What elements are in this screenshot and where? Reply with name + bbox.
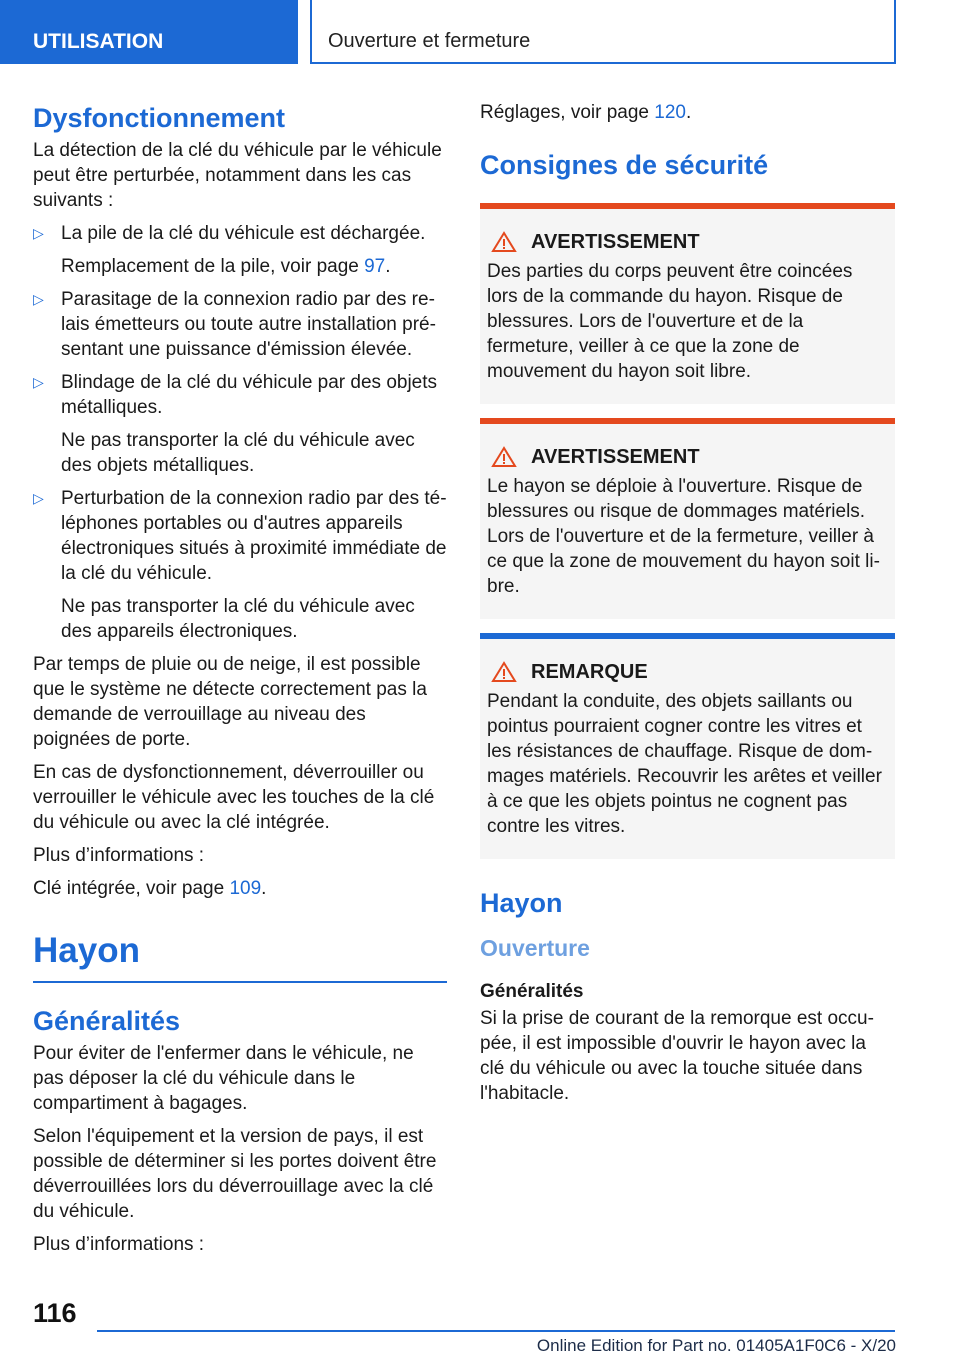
note-title: REMARQUE	[531, 661, 648, 683]
section-label: UTILISATION	[33, 30, 164, 53]
paragraph: Selon l'équipement et la version de pays, il est possible de déterminer si les portes doivent être déverrouillées lors du déverrouillage avec la clé du véhicule.	[33, 1126, 437, 1222]
heading-hayon: Hayon	[480, 888, 563, 918]
paragraph: Si la prise de courant de la remorque est occupée, il est impossible d'ouvrir le hayon avec la clé du véhicule ou avec la touche située dans l'habitacle.	[480, 1008, 874, 1104]
note-text: Pendant la conduite, des objets saillants ou pointus pourraient cogner contre les vitres et les résistances de chauffage. Risque de dommages matériels. Recouvrir les arêtes et veiller à ce que les objets pointus ne cognent pas contre les vitres.	[487, 691, 882, 837]
paragraph: La détection de la clé du véhicule par le véhicule peut être perturbée, notamment dans les cas suivants :	[33, 140, 442, 211]
note-box	[480, 633, 895, 859]
paragraph: Plus d’informations :	[33, 845, 205, 866]
warning-triangle-icon	[491, 661, 517, 683]
list-item	[33, 370, 447, 420]
right-column	[480, 100, 895, 1114]
warning-box	[480, 418, 895, 619]
paragraph: Par temps de pluie ou de neige, il est possible que le système ne détecte correctement pas la demande de verrouillage au niveau des poignées de porte.	[33, 654, 427, 750]
list-item-text: Blindage de la clé du véhicule par des objets métalliques.	[61, 372, 438, 418]
warning-triangle-icon	[491, 446, 517, 468]
bullet-triangle-icon: ▷	[33, 225, 44, 241]
footer-rule	[97, 1330, 895, 1332]
warning-title: AVERTISSEMENT	[531, 231, 700, 253]
left-column	[33, 100, 447, 1265]
heading-generalites: Généralités	[480, 981, 584, 1002]
list-item	[33, 221, 447, 246]
section-tab	[0, 0, 298, 64]
bullet-triangle-icon: ▷	[33, 490, 44, 506]
list-item	[33, 486, 447, 586]
page-link-109[interactable]: 109	[229, 878, 262, 899]
page-link-120[interactable]: 120	[654, 102, 686, 123]
heading-hayon: Hayon	[33, 931, 140, 970]
warning-triangle-icon	[491, 231, 517, 253]
paragraph: Pour éviter de l'enfermer dans le véhicule, ne pas déposer la clé du véhicule dans le compartiment à bagages.	[33, 1043, 414, 1114]
paragraph: Plus d’informations :	[33, 1234, 205, 1255]
chapter-label: Ouverture et fermeture	[328, 30, 531, 52]
heading-dysfonctionnement: Dysfonctionnement	[33, 103, 286, 133]
paragraph: En cas de dysfonctionnement, déverrouiller ou verrouiller le véhicule avec les touches de la clé du véhicule ou avec la clé intégrée.	[33, 762, 435, 833]
list-item	[33, 287, 447, 362]
heading-rule	[33, 981, 447, 983]
warning-title: AVERTISSEMENT	[531, 446, 700, 468]
list-item-note: Ne pas transporter la clé du véhicule avec des appareils électroniques.	[61, 596, 415, 642]
list-item-note: Remplacement de la pile, voir page 97.	[61, 256, 391, 277]
bullet-triangle-icon: ▷	[33, 374, 44, 390]
list-item-text: Perturbation de la connexion radio par des téléphones portables ou d'autres appareils électroniques situés à proximité immédiate de la clé du véhicule.	[61, 488, 447, 584]
heading-ouverture: Ouverture	[480, 935, 590, 961]
list-item-text: La pile de la clé du véhicule est déchargée.	[61, 223, 426, 244]
warning-text: Le hayon se déploie à l'ouverture. Risque de blessures ou risque de dommages matériels. Lors de l'ouverture et de la fermeture, veiller à ce que la zone de mouvement du hayon soit libre.	[487, 476, 880, 597]
paragraph: Réglages, voir page 120.	[480, 102, 692, 123]
bullet-triangle-icon: ▷	[33, 291, 44, 307]
heading-generalites: Généralités	[33, 1006, 181, 1036]
warning-text: Des parties du corps peuvent être coincées lors de la commande du hayon. Risque de blessures. Lors de l'ouverture et de la fermeture, veiller à ce que la zone de mouvement du hayon soit libre.	[487, 261, 853, 382]
warning-box	[480, 203, 895, 404]
page-number: 116	[33, 1298, 77, 1328]
page-link-97[interactable]: 97	[364, 256, 386, 277]
list-item-note: Ne pas transporter la clé du véhicule avec des objets métalliques.	[61, 430, 415, 476]
list-item-text: Parasitage de la connexion radio par des relais émetteurs ou toute autre installation présentant une puissance d'émission élevée.	[61, 289, 436, 360]
footer-edition: Online Edition for Part no. 01405A1F0C6 - X/20	[536, 1336, 896, 1355]
chapter-header	[310, 0, 896, 64]
paragraph: Clé intégrée, voir page 109.	[33, 878, 267, 899]
heading-consignes-securite: Consignes de sécurité	[480, 150, 769, 180]
